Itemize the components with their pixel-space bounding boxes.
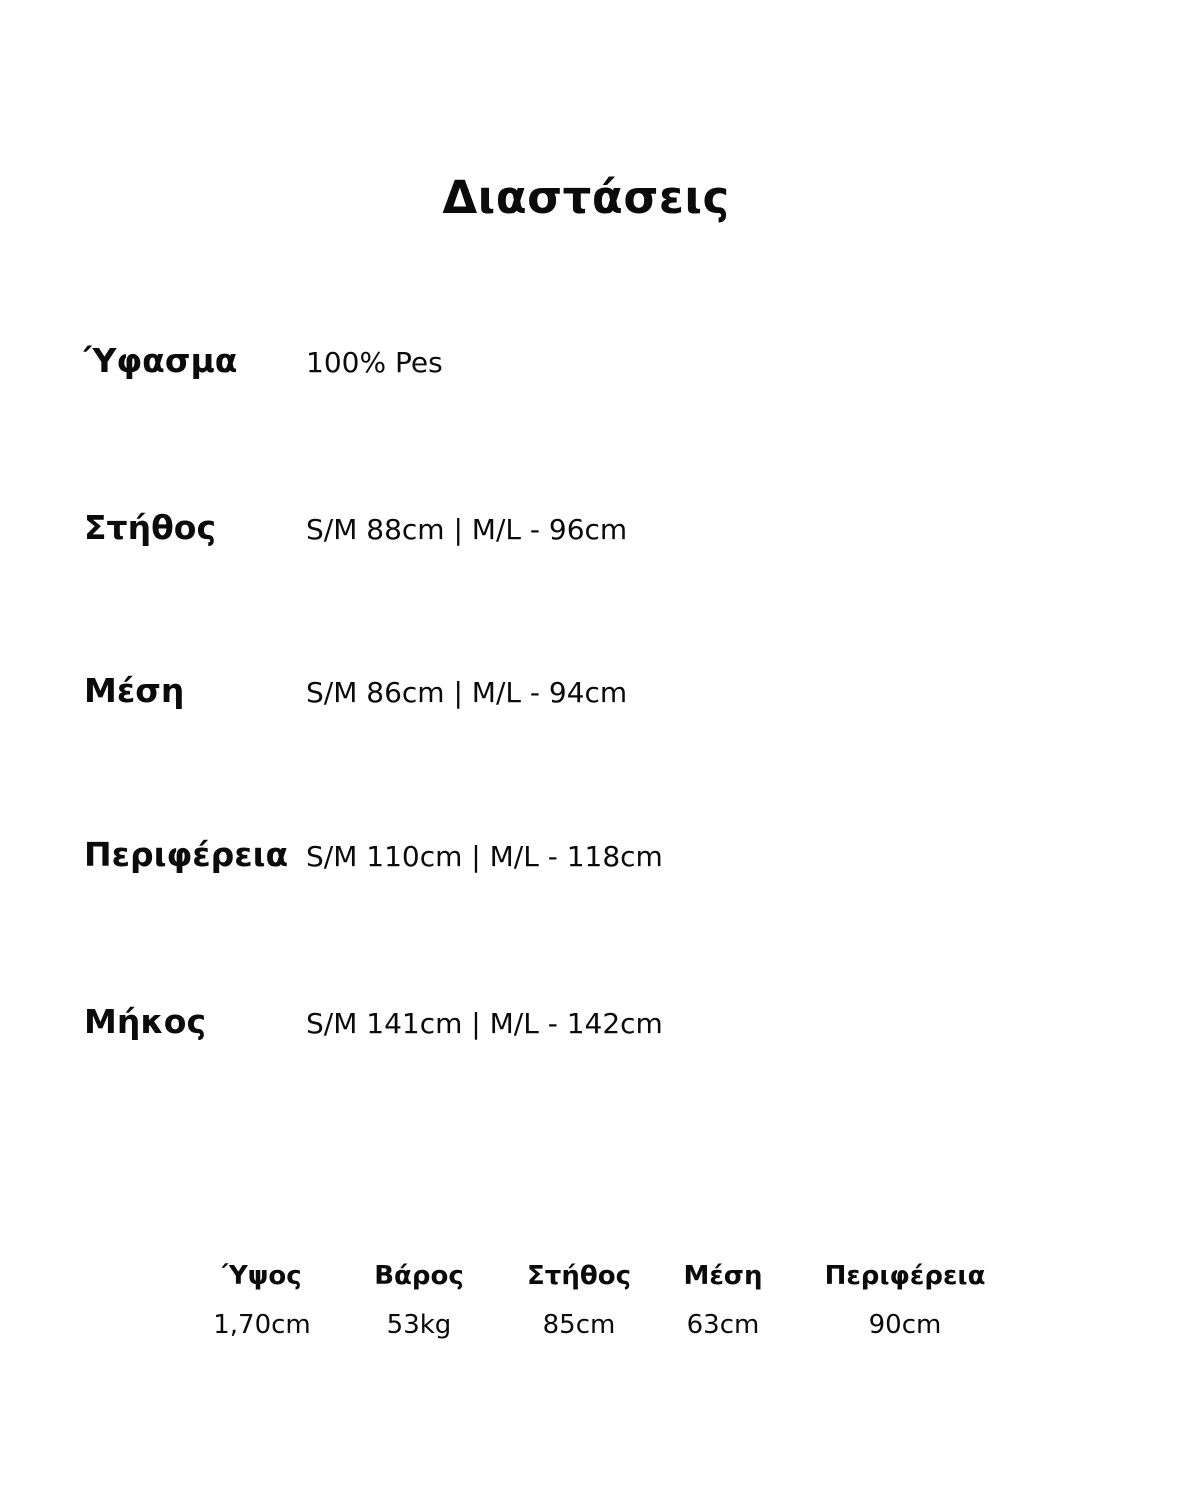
spec-row-chest <box>84 503 1084 553</box>
model-value: 63cm <box>686 1310 760 1340</box>
spec-label: Περιφέρεια <box>84 835 289 874</box>
spec-value: S/M 88cm | M/L - 96cm <box>306 513 628 546</box>
spec-value: S/M 141cm | M/L - 142cm <box>306 1007 663 1040</box>
page-title: Διαστάσεις <box>442 171 730 224</box>
spec-row-waist <box>84 666 1084 716</box>
model-label: Περιφέρεια <box>824 1261 986 1291</box>
spec-row-length <box>84 997 1084 1047</box>
model-label: Ύψος <box>222 1261 302 1291</box>
model-value: 1,70cm <box>213 1310 311 1340</box>
model-value: 90cm <box>868 1310 942 1340</box>
spec-value: S/M 86cm | M/L - 94cm <box>306 676 628 709</box>
model-hips <box>825 1256 986 1356</box>
model-label: Στήθος <box>527 1261 631 1291</box>
spec-label: Ύφασμα <box>84 341 238 380</box>
spec-label: Μέση <box>84 671 185 710</box>
model-weight <box>374 1256 464 1356</box>
model-waist <box>683 1256 762 1356</box>
model-chest <box>527 1256 631 1356</box>
spec-value: 100% Pes <box>306 346 443 379</box>
model-height <box>213 1256 311 1356</box>
spec-row-fabric <box>84 336 1084 386</box>
model-value: 53kg <box>386 1310 452 1340</box>
spec-value: S/M 110cm | M/L - 118cm <box>306 840 663 873</box>
model-label: Βάρος <box>374 1261 464 1291</box>
model-label: Μέση <box>683 1261 763 1291</box>
spec-label: Στήθος <box>84 508 216 547</box>
model-value: 85cm <box>542 1310 616 1340</box>
spec-row-hips <box>84 830 1084 880</box>
spec-label: Μήκος <box>84 1002 207 1041</box>
